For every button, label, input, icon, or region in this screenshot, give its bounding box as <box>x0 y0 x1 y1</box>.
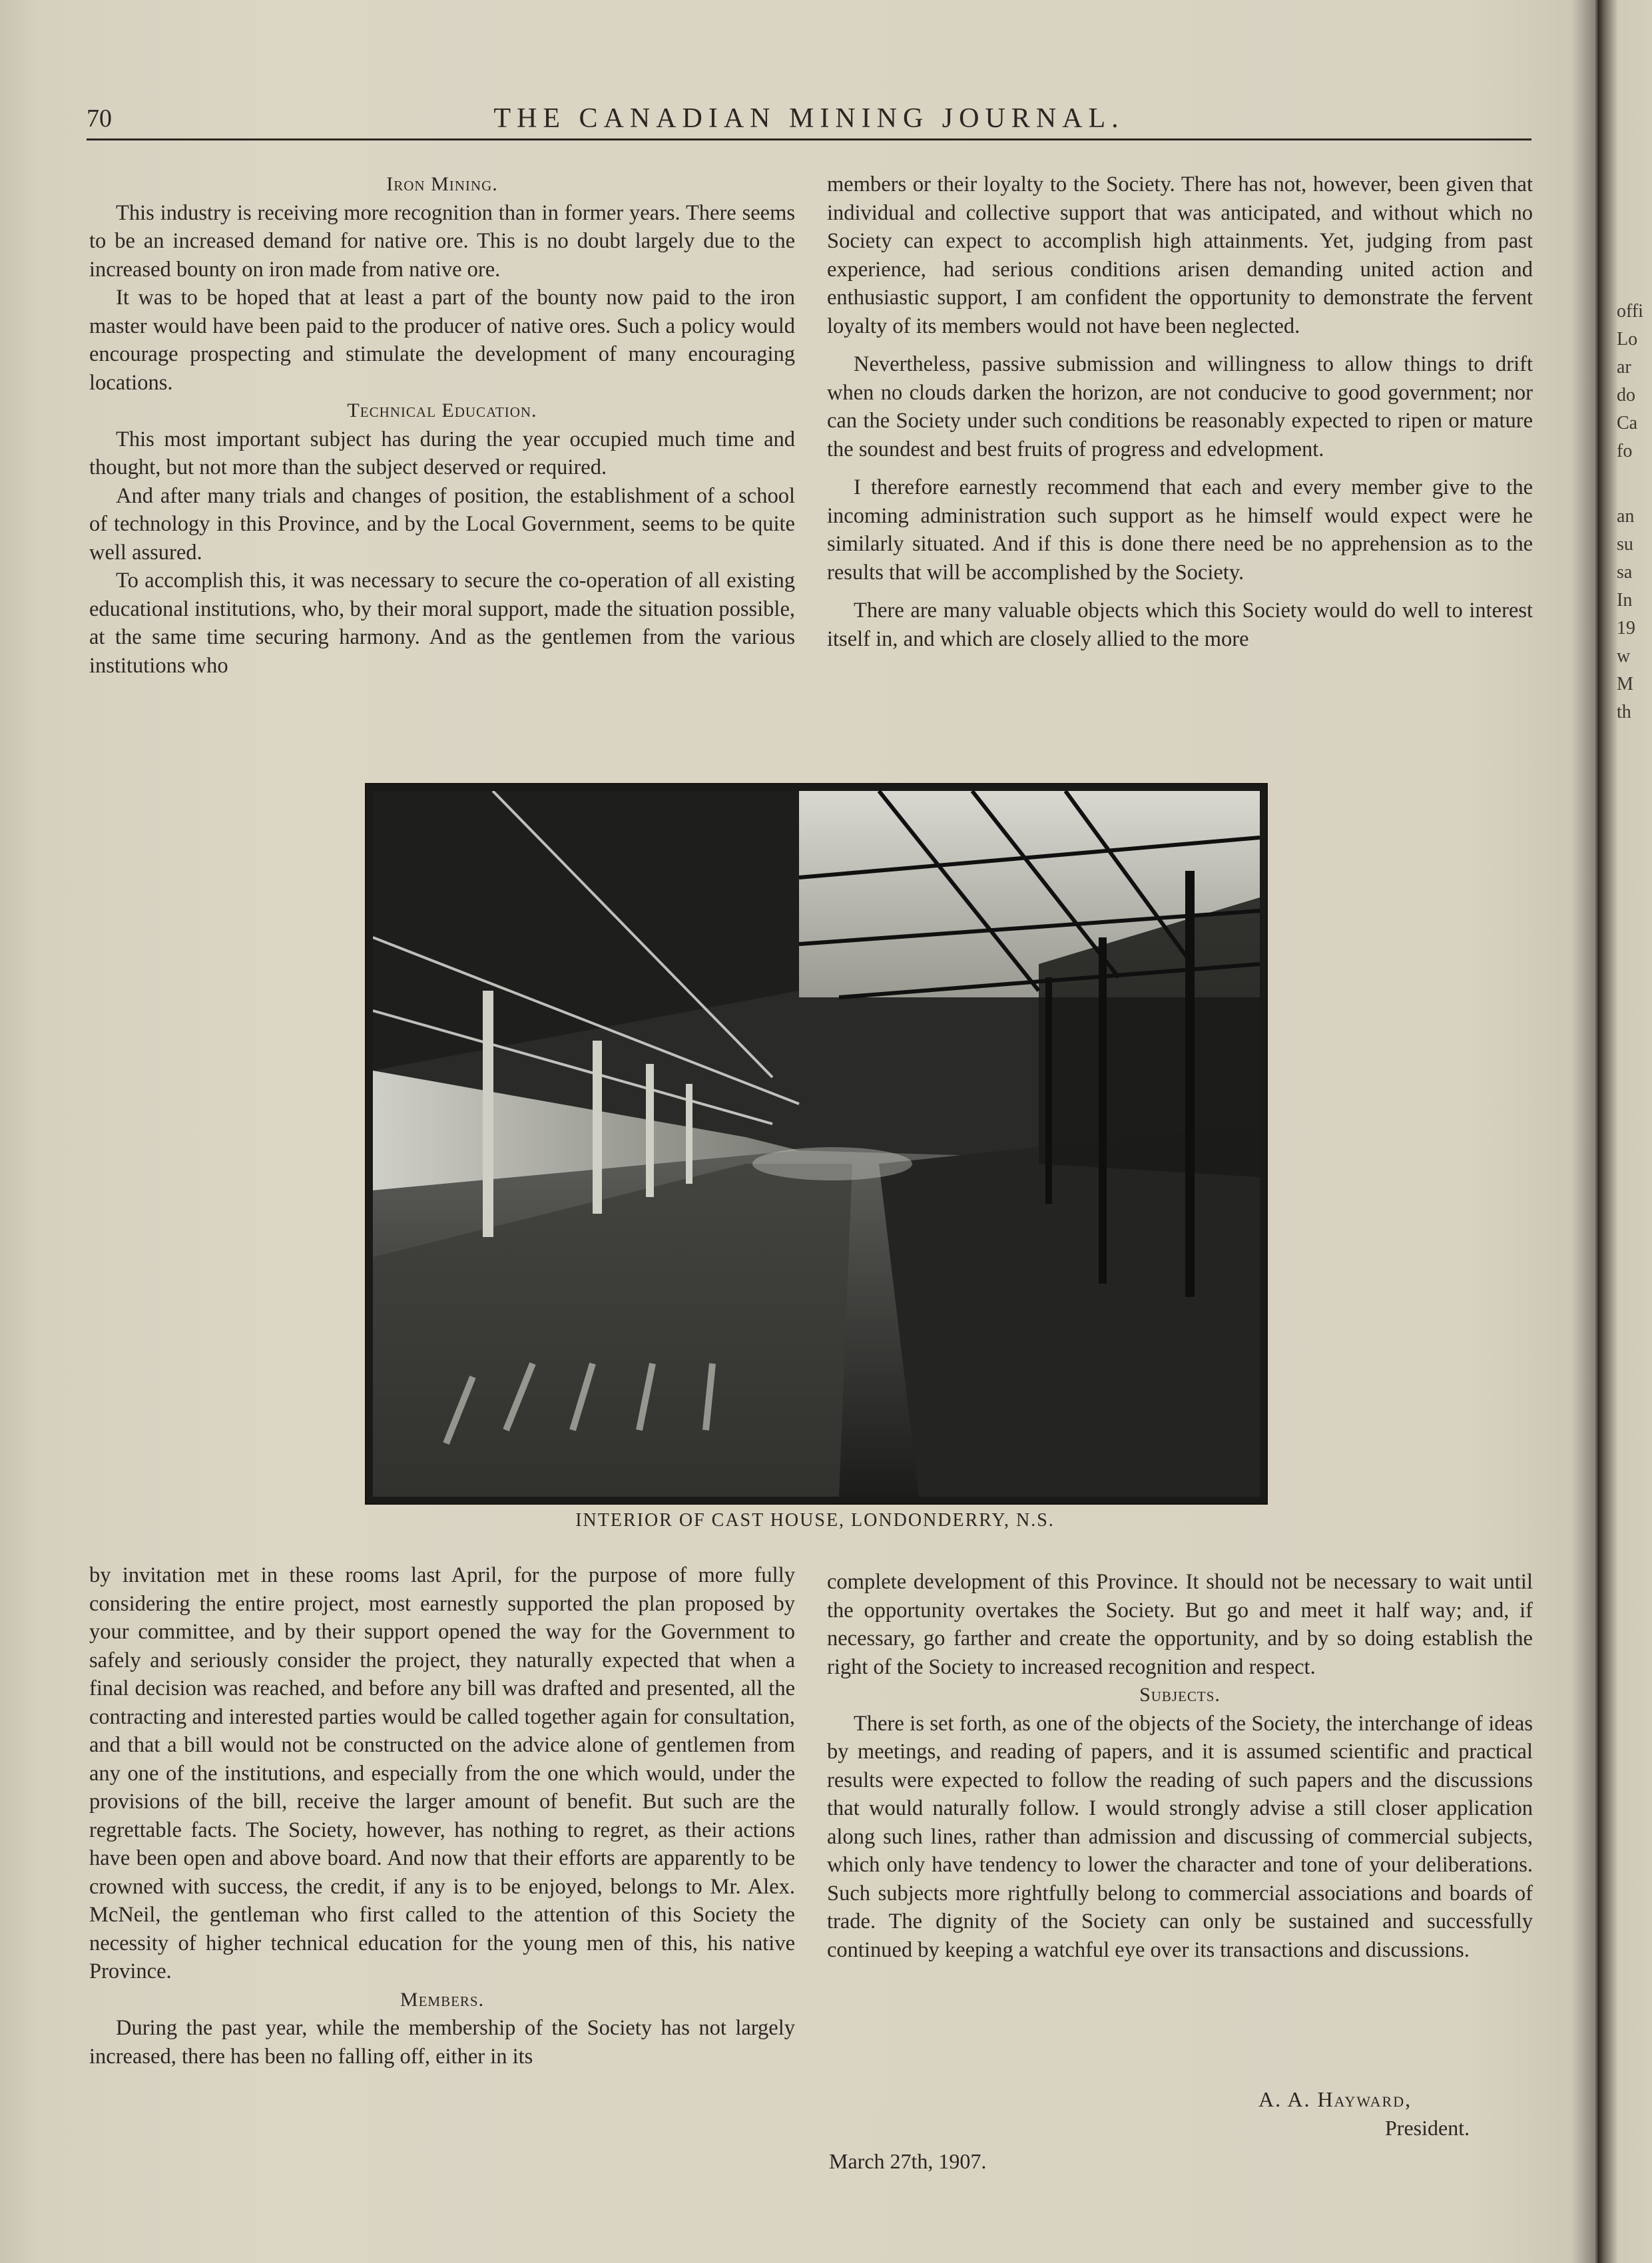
paragraph: This most important subject has during the year occupied much time and thought, but not more than the subject deserved or required. <box>89 427 795 479</box>
signature-title: President. <box>1385 2116 1470 2140</box>
section-heading-iron-mining: Iron Mining. <box>386 173 498 195</box>
paragraph: Nevertheless, passive submission and willingness to allow things to drift when no clouds darken the horizon, are not conducive to good government; nor can the Society under such conditions be reasonably expected to ripen or mature the soundest and best fruits of progress and edvelopment. <box>827 352 1533 461</box>
paragraph: There is set forth, as one of the objects of the Society, the interchange of ideas by meetings, and reading of papers, and it is assumed scientific and practical results were expected to follow the reading of such papers and the discussions that would naturally follow. I would strongly advise a still closer application along such lines, rather than admission and discussing of commercial subjects, which only have tendency to lower the character and tone of your deliberations. Such subjects more rightfully belong to commercial associations and boards of trade. The dignity of the Society can only be sustained and successfully continued by keeping a watchful eye over its transactions and discussions. <box>827 1711 1533 1962</box>
edge-fragment: In <box>1617 590 1633 611</box>
paragraph: There are many valuable objects which this Society would do well to interest itself in, and which are closely allied to the more <box>827 599 1533 651</box>
paragraph: I therefore earnestly recommend that each and every member give to the incoming administration such support as he himself would expect were he similarly situated. And if this is done there need be no apprehension as to the results that will be accomplished by the Society. <box>827 475 1533 585</box>
section-heading-members: Members. <box>400 1988 485 2011</box>
edge-fragment: su <box>1617 534 1633 555</box>
paragraph: by invitation met in these rooms last April, for the purpose of more fully considering the entire project, most earnestly supported the plan proposed by your committee, and by their support opened the way for the Government to safely and seriously consider the project, they naturally expected that when a final decision was reached, and before any bill was drafted and presented, all the contracting and interested parties would be called together again for consultation, and that a bill would not be constructed on the advice alone of gentlemen from any one of the institutions, and especially from the one which would, under the provisions of the bill, receive the larger amount of benefit. But such are the regrettable facts. The Society, however, has nothing to regret, as their actions have been open and above board. And now that their efforts are apparently to be crowned with success, the credit, if any is to be enjoyed, belongs to Mr. Alex. McNeil, the gentleman who first called to the attention of this Society the necessity of higher technical education for the young men of this, his native Province. <box>89 1563 795 1983</box>
edge-fragment: th <box>1617 702 1631 722</box>
edge-fragment: M <box>1617 674 1633 694</box>
page-header <box>87 100 1531 140</box>
edge-fragment: offi <box>1617 301 1643 322</box>
edge-fragment: sa <box>1617 562 1633 583</box>
paragraph: This industry is receiving more recognition than in former years. There seems to be an increased demand for native ore. This is no doubt largely due to the increased bounty on iron made from native ore. <box>89 200 795 282</box>
paragraph: And after many trials and changes of position, the establishment of a school of technology in this Province, and by the Local Government, seems to be quite well assured. <box>89 483 795 565</box>
header-rule <box>87 138 1531 140</box>
paragraph: To accomplish this, it was necessary to secure the co-operation of all existing educational institutions, who, by their moral support, made the situation possible, at the same time securing harmony. And as the gentlemen from the various institutions who <box>89 569 795 678</box>
column-left-bottom <box>89 1561 795 2071</box>
edge-fragment: ar <box>1617 357 1631 377</box>
paragraph: complete development of this Province. It should not be necessary to wait until the opportunity overtakes the Society. But go and meet it half way; and, if necessary, go farther and create the opportunity, and by so doing establish the right of the Society to increased recognition and respect. <box>827 1570 1533 1679</box>
edge-fragment: an <box>1617 506 1635 527</box>
column-right-bottom <box>827 1568 1533 1964</box>
edge-fragment: Ca <box>1617 413 1638 433</box>
edge-fragment: w <box>1617 646 1631 666</box>
photo-caption: INTERIOR OF CAST HOUSE, LONDONDERRY, N.S. <box>575 1510 1055 1531</box>
page-number: 70 <box>87 105 112 132</box>
section-heading-subjects: Subjects. <box>1139 1684 1221 1706</box>
column-right-top <box>827 170 1533 653</box>
cast-house-photo <box>365 783 1268 1505</box>
paragraph: During the past year, while the membership of the Society has not largely increased, there has been no falling off, either in its <box>89 2016 795 2069</box>
paragraph: It was to be hoped that at least a part of the bounty now paid to the iron master would have been paid to the producer of native ores. Such a policy would encourage prospecting and stimulate the development of many encouraging locations. <box>89 286 795 395</box>
paragraph: members or their loyalty to the Society. There has not, however, been given that individual and collective support that was anticipated, and without which no Society can expect to accomplish high attainments. Yet, judging from past experience, had serious conditions arisen demanding united action and enthusiastic support, I am confident the opportunity to demonstrate the fervent loyalty of its members would not have been neglected. <box>827 172 1533 338</box>
signature-name: A. A. Hayward, <box>1258 2087 1412 2111</box>
column-left-top <box>89 170 795 680</box>
edge-fragment: fo <box>1617 441 1633 461</box>
journal-title: THE CANADIAN MINING JOURNAL. <box>493 103 1125 134</box>
edge-fragment: do <box>1617 385 1635 405</box>
signature-date: March 27th, 1907. <box>829 2149 987 2173</box>
edge-fragment: 19 <box>1617 618 1635 638</box>
section-heading-technical-education: Technical Education. <box>347 399 537 421</box>
edge-fragment: Lo <box>1617 329 1638 350</box>
